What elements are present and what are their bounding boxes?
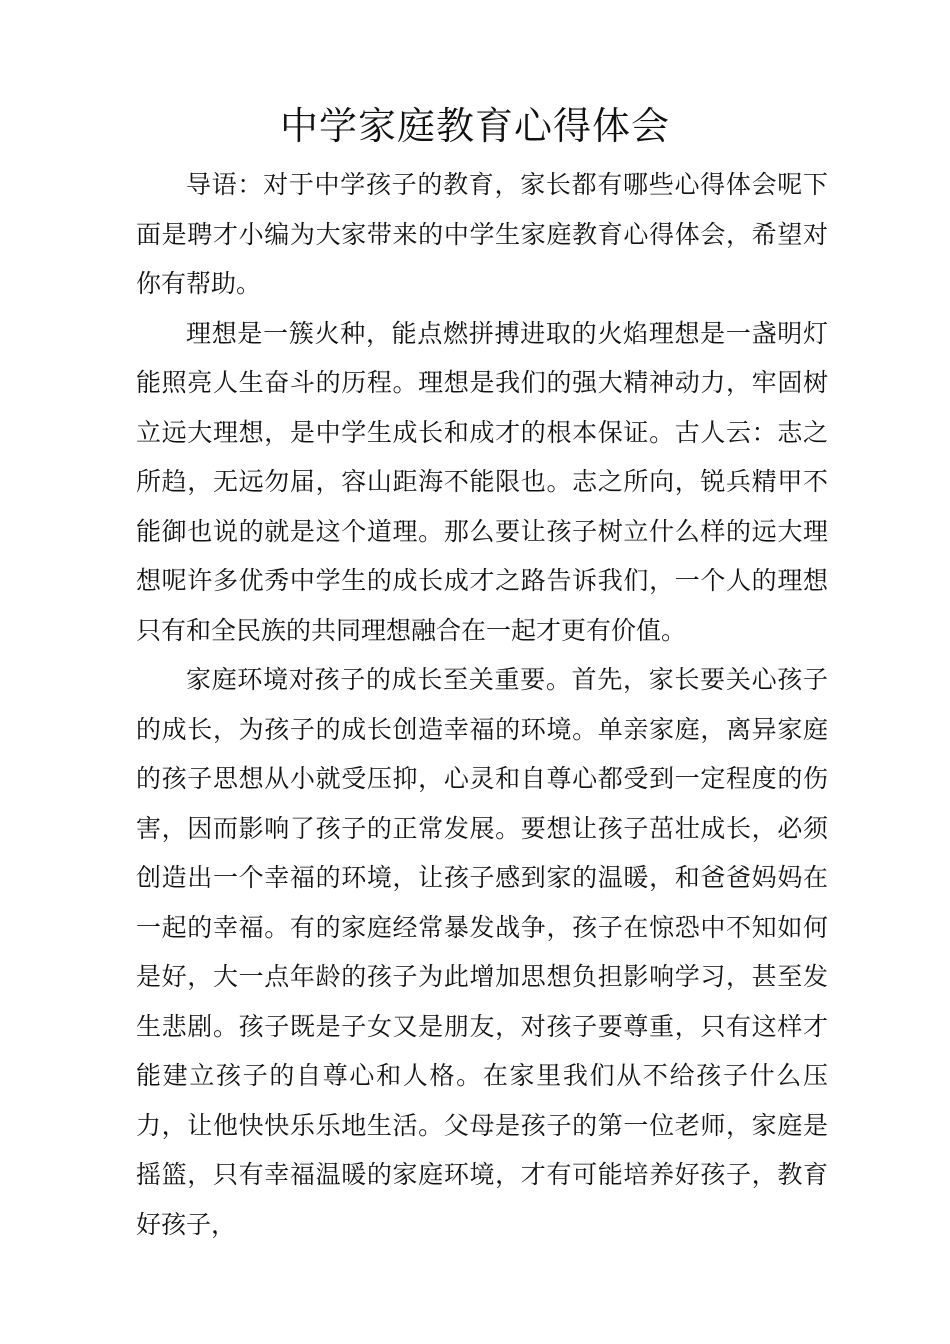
document-body bbox=[136, 160, 828, 1249]
paragraph-intro: 导语：对于中学孩子的教育，家长都有哪些心得体会呢下面是聘才小编为大家带来的中学生家庭教育心得体会，希望对你有帮助。 bbox=[136, 170, 828, 298]
document-title: 中学家庭教育心得体会 bbox=[279, 104, 670, 148]
paragraph-family-environment: 家庭环境对孩子的成长至关重要。首先，家长要关心孩子的成长，为孩子的成长创造幸福的环境。单亲家庭，离异家庭的孩子思想从小就受压抑，心灵和自尊心都受到一定程度的伤害，因而影响了孩子的正常发展。要想让孩子茁壮成长，必须创造出一个幸福的环境，让孩子感到家的温暖，和爸爸妈妈在一起的幸福。有的家庭经常暴发战争，孩子在惊恐中不知如何是好，大一点年龄的孩子为此增加思想负担影响学习，甚至发生悲剧。孩子既是子女又是朋友，对孩子要尊重，只有这样才能建立孩子的自尊心和人格。在家里我们从不给孩子什么压力，让他快快乐乐地生活。父母是孩子的第一位老师，家庭是摇篮，只有幸福温暖的家庭环境，才有可能培养好孩子，教育好孩子， bbox=[136, 665, 828, 1239]
paragraph-ideals: 理想是一簇火种，能点燃拼搏进取的火焰理想是一盏明灯能照亮人生奋斗的历程。理想是我们的强大精神动力，牢固树立远大理想，是中学生成长和成才的根本保证。古人云：志之所趋，无远勿届，容山距海不能限也。志之所向，锐兵精甲不能御也说的就是这个道理。那么要让孩子树立什么样的远大理想呢许多优秀中学生的成长成才之路告诉我们，一个人的理想只有和全民族的共同理想融合在一起才更有价值。 bbox=[136, 318, 828, 645]
